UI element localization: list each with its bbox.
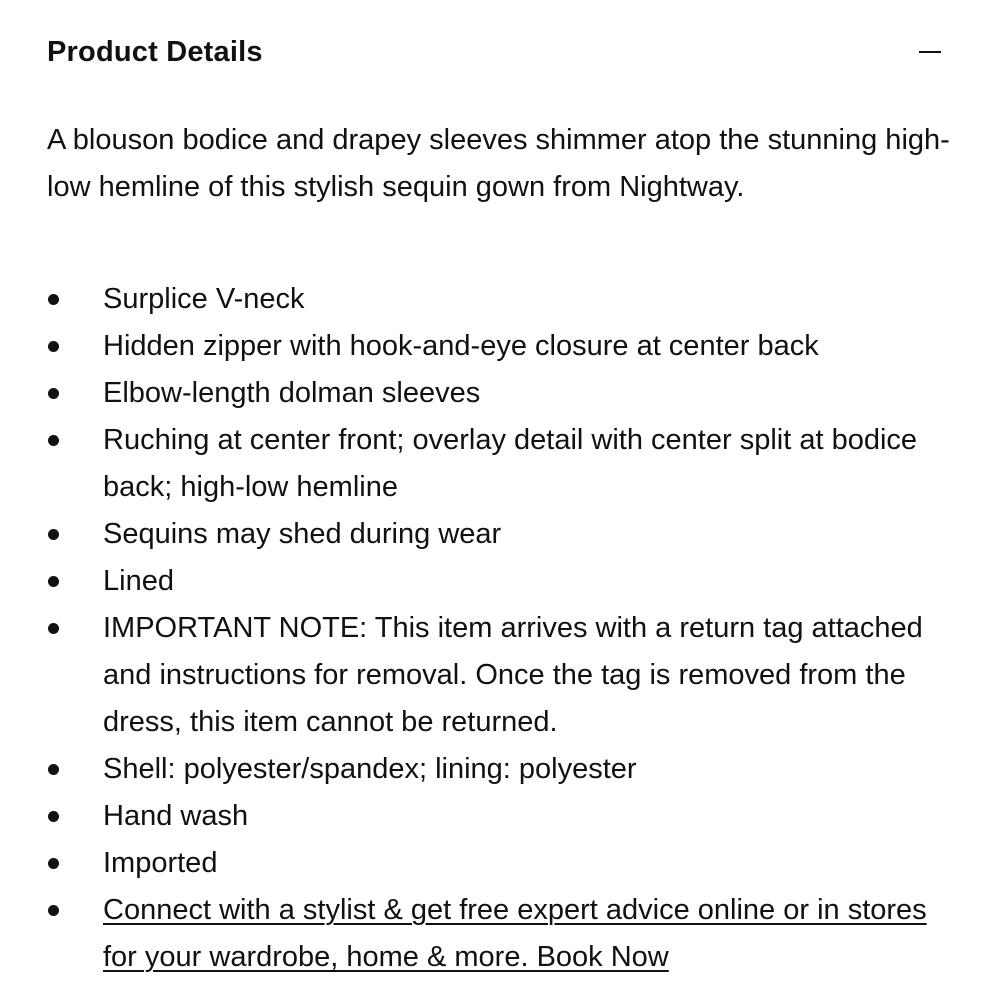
bullet-icon	[48, 341, 59, 352]
feature-item	[47, 323, 952, 370]
feature-text: Elbow-length dolman sleeves	[103, 377, 481, 409]
bullet-icon	[48, 811, 59, 822]
feature-text: Surplice V-neck	[103, 283, 305, 315]
feature-item	[47, 793, 952, 840]
feature-text: IMPORTANT NOTE: This item arrives with a return tag attached and instructions for removal. Once the tag is removed from the dress, this item cannot be returned.	[103, 612, 923, 738]
feature-text: Shell: polyester/spandex; lining: polyester	[103, 753, 637, 785]
bullet-icon	[48, 388, 59, 399]
minus-icon	[919, 51, 941, 53]
bullet-icon	[48, 435, 59, 446]
feature-list	[47, 276, 952, 981]
feature-text: Ruching at center front; overlay detail with center split at bodice back; high-low hemline	[103, 424, 918, 503]
bullet-icon	[48, 764, 59, 775]
feature-text: Hand wash	[103, 800, 249, 832]
collapse-button[interactable]	[917, 38, 945, 66]
feature-item	[47, 746, 952, 793]
feature-text: Sequins may shed during wear	[103, 518, 502, 550]
bullet-icon	[48, 905, 59, 916]
feature-item	[47, 558, 952, 605]
feature-item	[47, 417, 952, 511]
section-title: Product Details	[47, 36, 263, 68]
feature-item	[47, 511, 952, 558]
feature-item	[47, 370, 952, 417]
feature-item	[47, 887, 952, 981]
feature-item	[47, 840, 952, 887]
bullet-icon	[48, 576, 59, 587]
product-description: A blouson bodice and drapey sleeves shimmer atop the stunning high-low hemline of this stylish sequin gown from Nightway.	[47, 124, 950, 203]
feature-item	[47, 276, 952, 323]
product-details-header[interactable]	[47, 28, 947, 76]
feature-text: Imported	[103, 847, 218, 879]
bullet-icon	[48, 529, 59, 540]
bullet-icon	[48, 294, 59, 305]
bullet-icon	[48, 623, 59, 634]
feature-text: Lined	[103, 565, 174, 597]
bullet-icon	[48, 858, 59, 869]
feature-item	[47, 605, 952, 746]
feature-text: Hidden zipper with hook-and-eye closure at center back	[103, 330, 819, 362]
stylist-booking-link[interactable]: Connect with a stylist & get free expert advice online or in stores for your wardrobe, home & more. Book Now	[103, 894, 927, 973]
